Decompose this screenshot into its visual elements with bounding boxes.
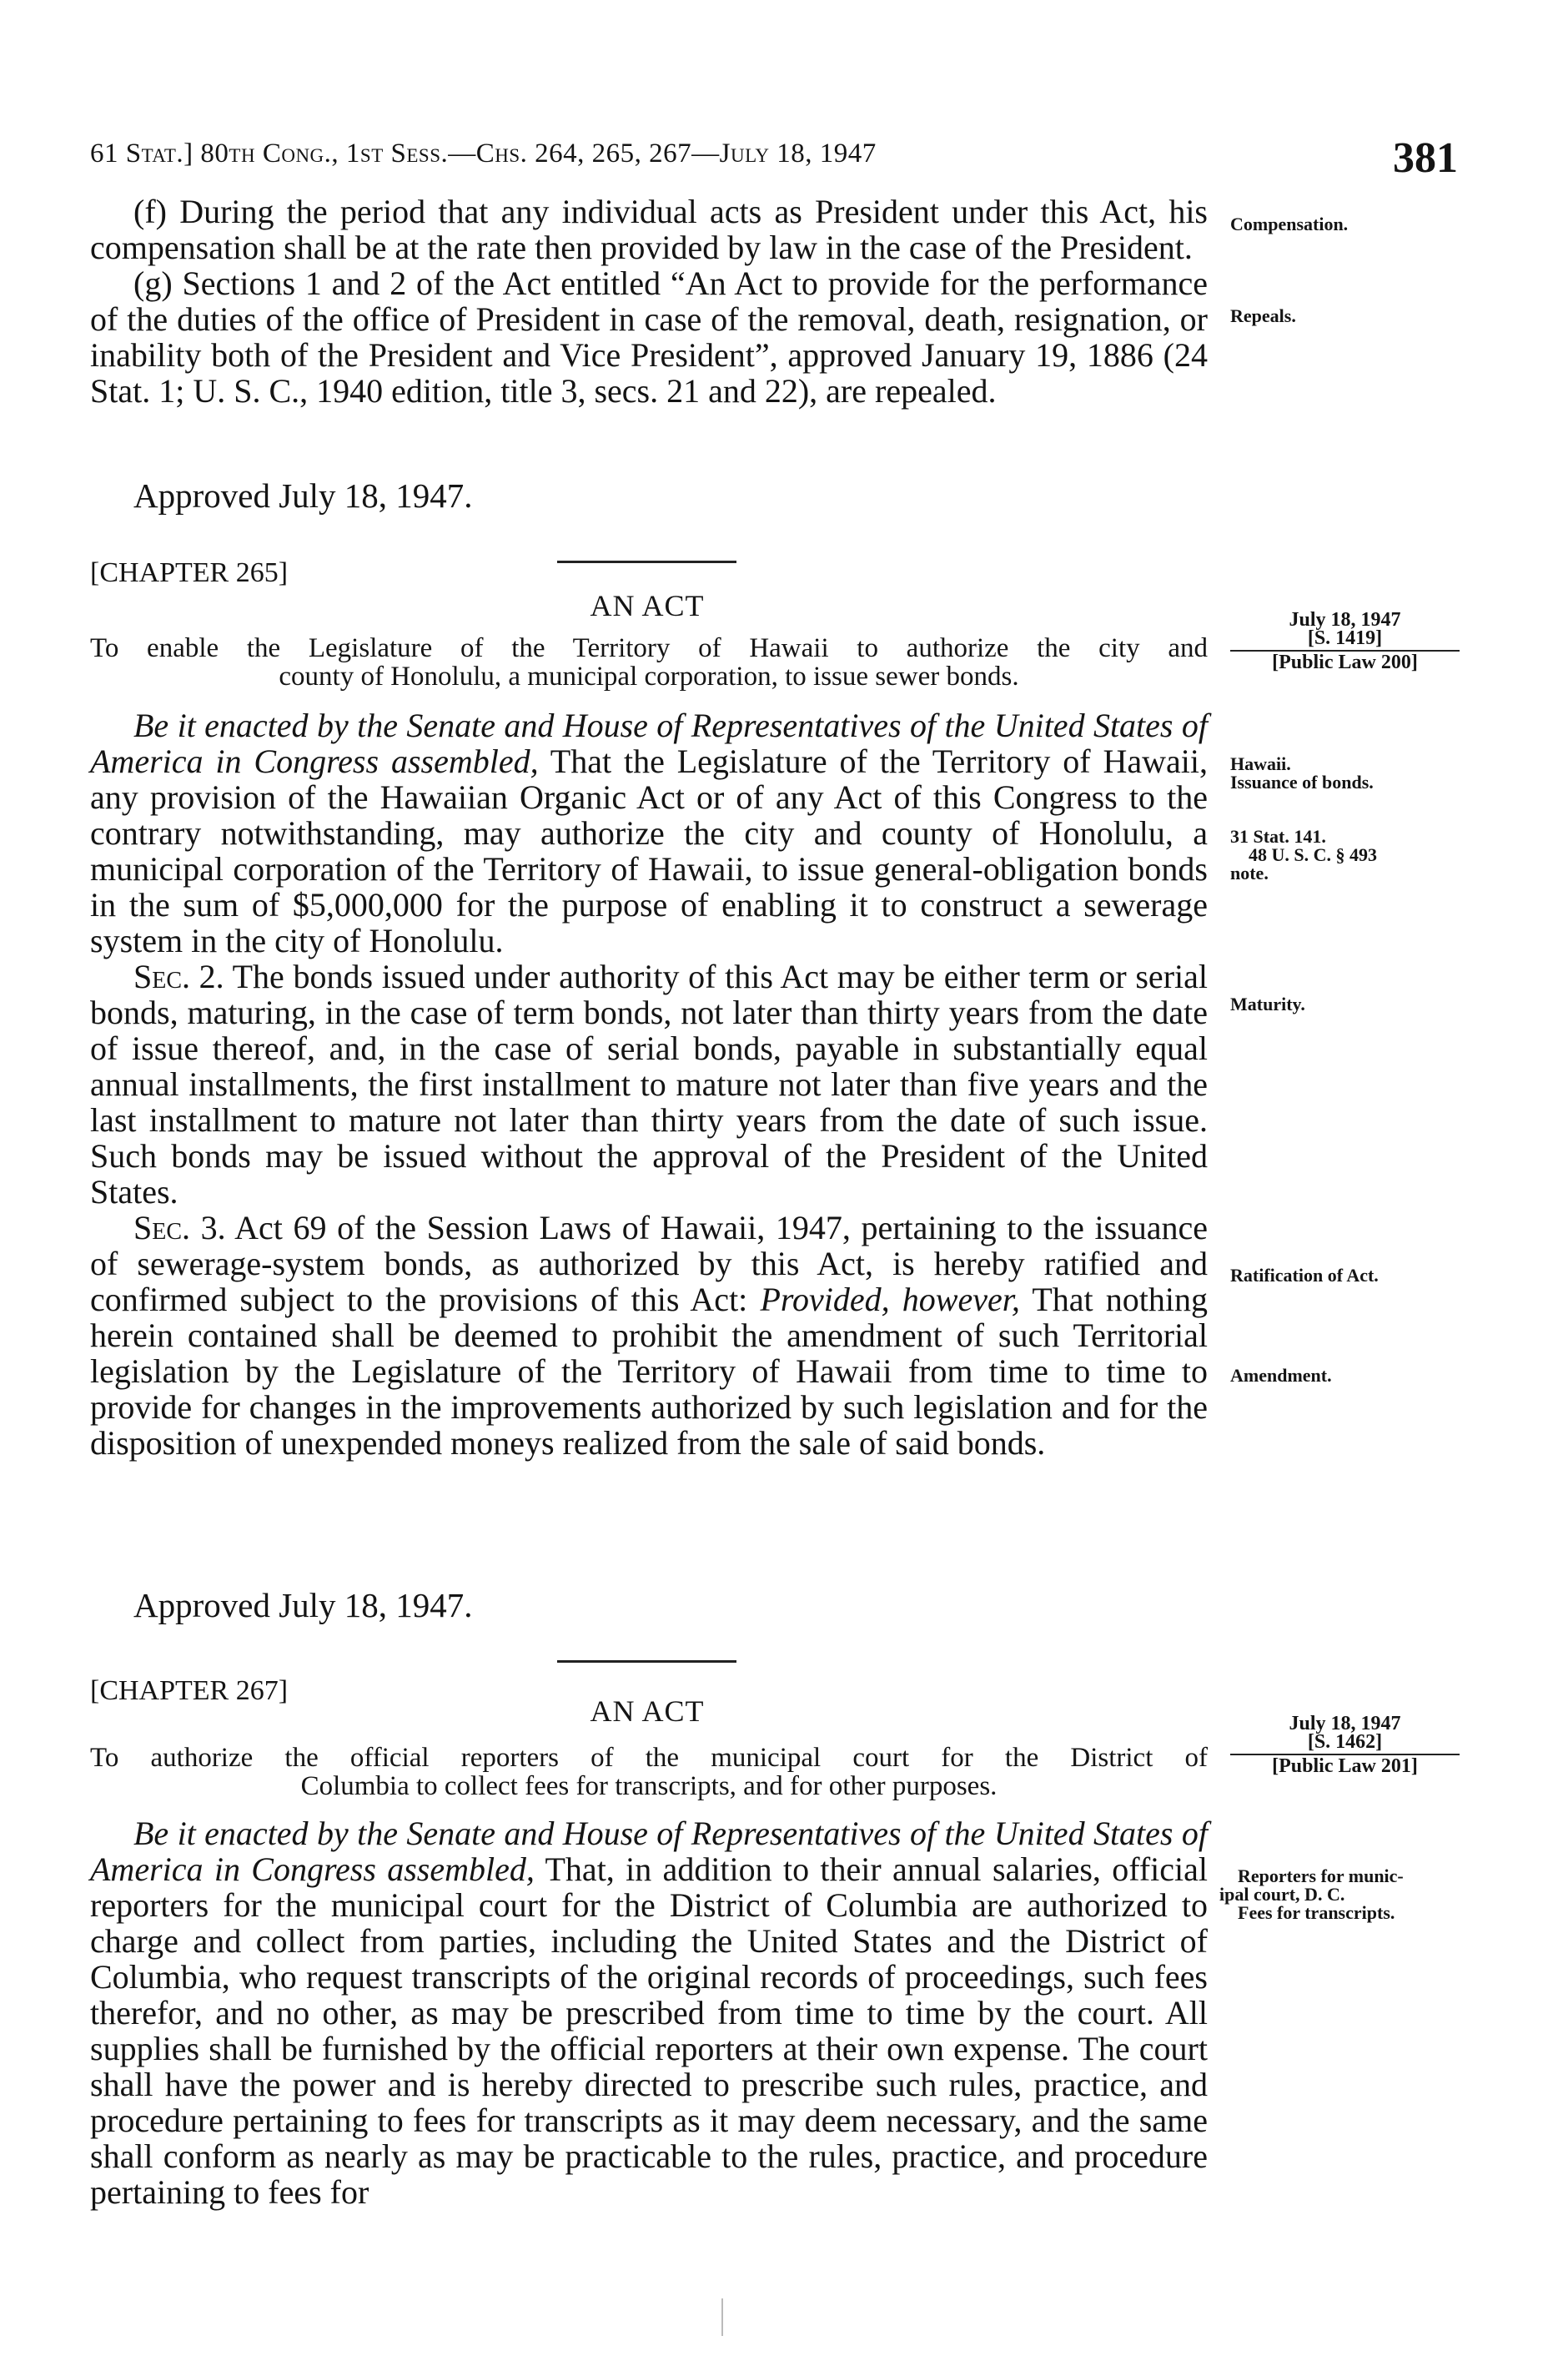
margin-ratification: Ratification of Act. [1230,1265,1379,1286]
margin-hawaii-label: Hawaii. [1230,753,1291,774]
margin-fees: Fees for transcripts. [1238,1902,1395,1923]
ch267-date: July 18, 1947 [1289,1713,1401,1734]
margin-reporters-line1: Reporters for munic- [1238,1865,1404,1886]
para-f: (f) During the period that any individual acts as President under this Act, his compensation shall be at the rate then provided by law in the case of the President. [90,193,1208,266]
margin-amendment: Amendment. [1230,1365,1332,1386]
margin-reporters-line2: ipal court, D. C. [1219,1884,1345,1905]
ch265-title-line1: To enable the Legislature of the Territory of Hawaii to authorize the city and [90,633,1208,663]
margin-cite-usc: 48 U. S. C. § 493 [1249,844,1378,865]
ch264-approved: Approved July 18, 1947. [133,476,473,515]
ch265-bill: [S. 1419] [1307,627,1383,649]
ch267-section [90,1815,1208,2210]
section-rule [557,561,736,563]
ch265-title [90,634,1208,691]
ch267-enacting-clause: Be it enacted by the Senate and House of Representatives of the United States of America in Congress assembled, [90,1815,1208,1888]
ch265-public-law: [Public Law 200] [1230,650,1460,672]
ch267-bill: [S. 1462] [1307,1731,1383,1753]
chapter-265-heading: [CHAPTER 265] [90,557,289,588]
margin-maturity: Maturity. [1230,994,1305,1014]
ch265-section-1 [90,707,1208,959]
ch265-sec3-text-b: That nothing herein contained shall be deemed to prohibit the amendment of such Territorial legislation by the Legislature of the Territory of Hawaii from time to time to provide for changes in the improvements authorized by such legislation and for the disposition of unexpended moneys realized from the sale of said bonds. [90,1281,1209,1462]
chapter-267-heading: [CHAPTER 267] [90,1675,289,1706]
ch265-proviso: Provided, however, [760,1281,1020,1318]
ch265-date: July 18, 1947 [1289,609,1401,631]
running-header [90,133,1458,184]
ch265-enacting-clause: Be it enacted by the Senate and House of Representatives of the United States of America in Congress assembled, [90,707,1208,780]
ch265-section-2 [90,959,1208,1210]
ch267-text [90,1815,1208,2210]
ch265-sec2-label: Sec. 2. [133,958,224,995]
ch265-sec1-text: That the Legislature of the Territory of Hawaii, any provision of the Hawaiian Organic Act or of any Act of this Congress to the contrary notwithstanding, may authorize the city and county of Honolulu, a municipal corporation of the Territory of Hawaii, to issue general-obligation bonds in the sum of $5,000,000 for the purpose of enabling it to construct a sewerage system in the city of Honolulu. [90,743,1208,959]
ch265-text [90,707,1208,1461]
page-number: 381 [1393,134,1458,182]
section-rule [557,1660,736,1663]
margin-cite-note: note. [1230,863,1269,883]
ch265-an-act: AN ACT [590,589,705,622]
ch265-approved: Approved July 18, 1947. [133,1586,473,1624]
margin-repeals: Repeals. [1230,305,1296,326]
ch267-body-text: That, in addition to their annual salaries, official reporters for the municipal court for the District of Columbia are authorized to charge and collect from parties, including the United States and the District of Columbia, who request transcripts of the original records of proceedings, such fees therefor, and no other, as may be prescribed from time to time by the court. All supplies shall be furnished by the official reporters at their own expense. The court shall have the power and is hereby directed to prescribe such rules, practice, and procedure pertaining to fees for transcripts as it may deem necessary, and the same shall conform as nearly as may be practicable to the rules, practice, and procedure pertaining to fees for [90,1850,1209,2211]
margin-reporters [1219,1867,1470,1922]
ch265-title-line2: county of Honolulu, a municipal corporation, to issue sewer bonds. [279,662,1019,692]
ch267-title [90,1744,1208,1800]
margin-cite-stat: 31 Stat. 141. [1230,826,1326,847]
margin-citation [1230,828,1480,883]
margin-compensation: Compensation. [1230,214,1349,234]
ch265-section-3 [90,1210,1208,1461]
ch265-sec2-text: The bonds issued under authority of this Act may be either term or serial bonds, maturing, in the case of term bonds, not later than thirty years from the date of issue thereof, and, in the case of serial bonds, payable in substantially equal annual installments, the first installment to mature not later than five years and the last installment to mature not later than thirty years from the date of such issue. Such bonds may be issued without the approval of the President of the United States. [90,958,1208,1211]
para-g: (g) Sections 1 and 2 of the Act entitled “An Act to provide for the performance of the duties of the office of President in case of the removal, death, resignation, or inability both of the President and Vice President”, approved January 19, 1886 (24 Stat. 1; U. S. C., 1940 edition, title 3, secs. 21 and 22), are repealed. [90,264,1208,410]
ch264-text [90,194,1208,409]
scan-mark [721,2298,723,2336]
ch267-title-line1: To authorize the official reporters of the municipal court for the District of [90,1743,1208,1773]
margin-hawaii [1230,755,1480,792]
running-head: 61 Stat.] 80th Cong., 1st Sess.—Chs. 264, 265, 267—July 18, 1947 [90,138,877,169]
ch265-sec3-text-a: Act 69 of the Session Laws of Hawaii, 1947, pertaining to the issuance of sewerage-system bonds, as authorized by this Act, is hereby ratified and confirmed subject to the provisions of this Act: [90,1209,1209,1318]
ch267-date-block [1230,1714,1460,1775]
ch267-title-line2: Columbia to collect fees for transcripts, and for other purposes. [300,1771,998,1801]
ch265-sec3-label: Sec. 3. [133,1209,226,1246]
ch267-public-law: [Public Law 201] [1230,1754,1460,1775]
ch265-date-block [1230,611,1460,672]
margin-issuance-label: Issuance of bonds. [1230,772,1374,793]
ch267-an-act: AN ACT [590,1694,705,1728]
